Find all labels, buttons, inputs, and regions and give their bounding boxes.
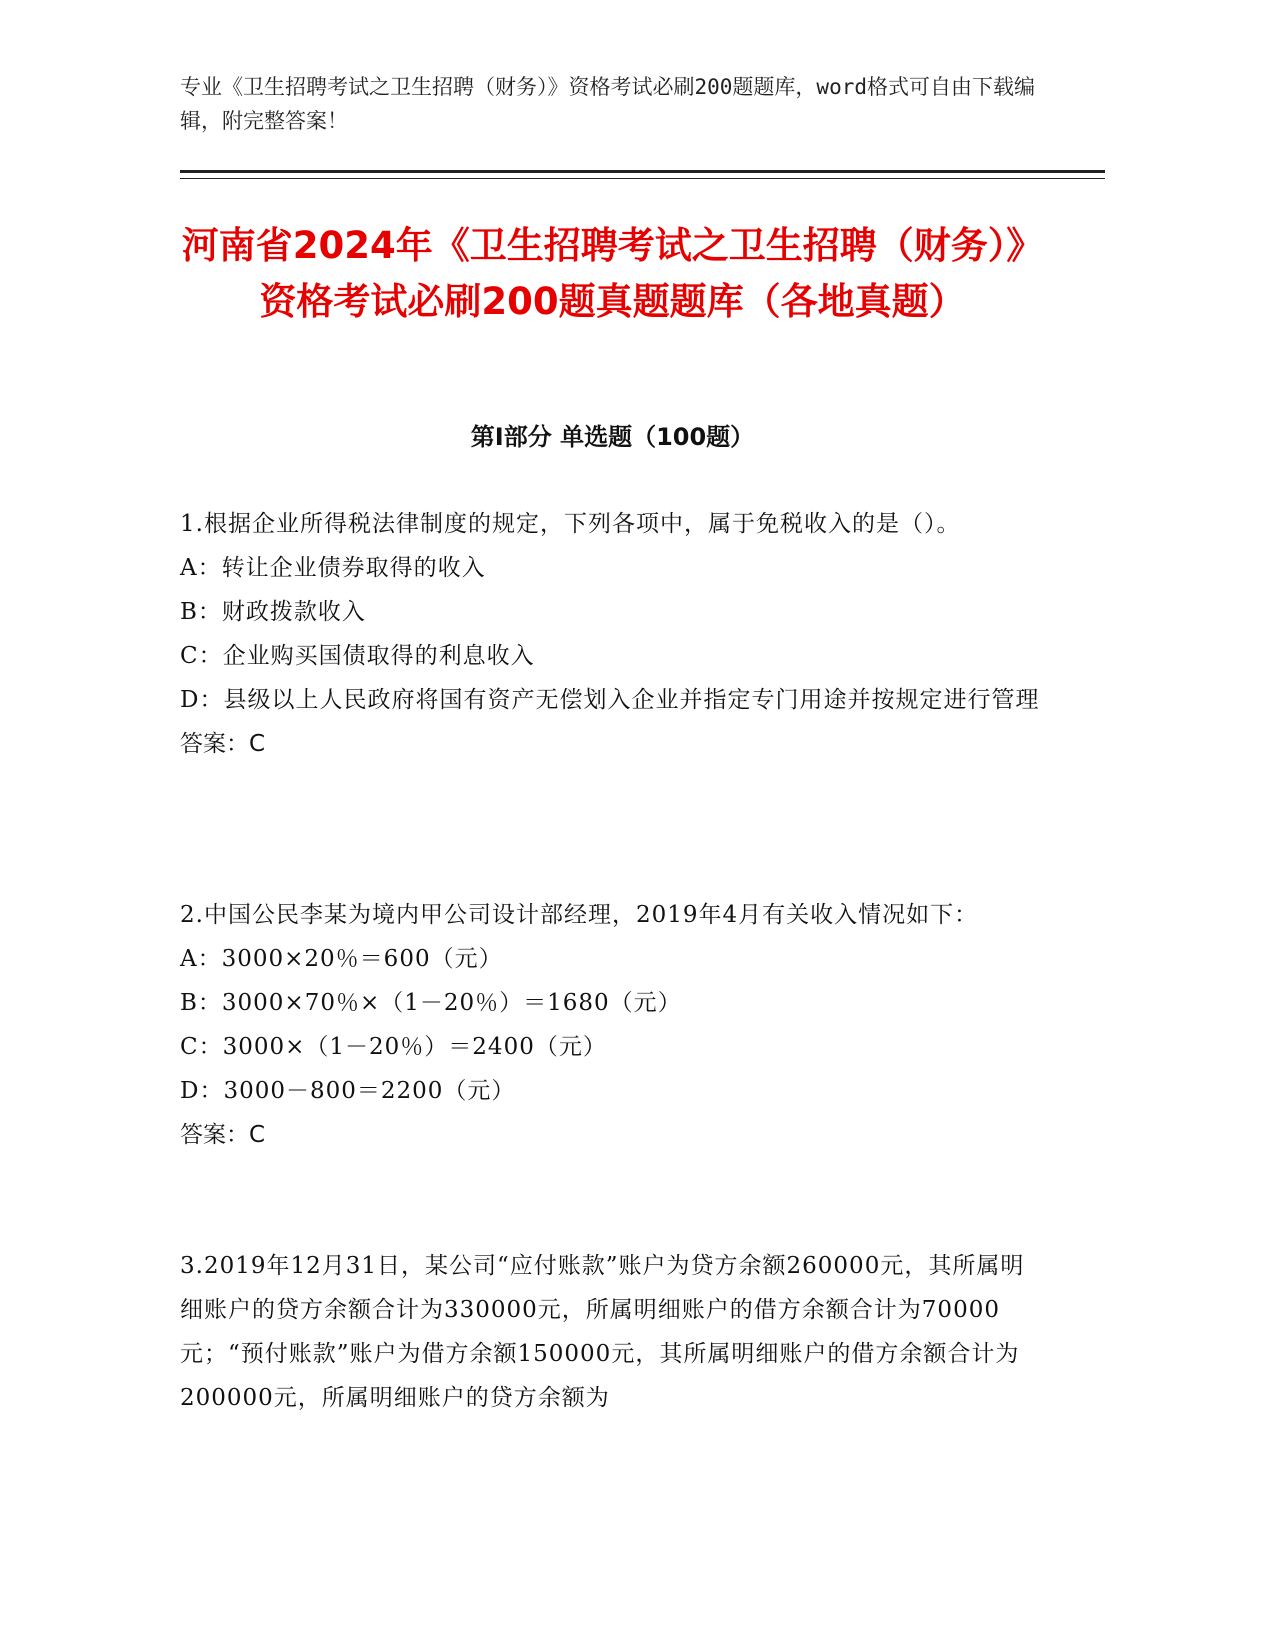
question-stem: 2.中国公民李某为境内甲公司设计部经理，2019年4月有关收入情况如下： <box>180 902 979 928</box>
document-title: 河南省2024年《卫生招聘考试之卫生招聘（财务）》资格考试必刷200题真题题库（各地真题） <box>181 224 1044 323</box>
option-a: A：转让企业债券取得的收入 <box>180 555 486 581</box>
option-c: C：企业购买国债取得的利息收入 <box>180 643 535 669</box>
option-b: B：财政拨款收入 <box>180 599 366 625</box>
option-d: D：3000－800＝2200（元） <box>180 1078 516 1104</box>
question-stem: 3.2019年12月31日，某公司“应付账款”账户为贷方余额260000元，其所属明细账户的贷方余额合计为330000元，所属明细账户的借方余额合计为70000元；“预付账款”账户为借方余额150000元，其所属明细账户的借方余额合计为200000元，所属明细账户的贷方余额为 <box>180 1253 1025 1411</box>
question-3 <box>180 1244 1040 1420</box>
question-2 <box>180 893 1040 1157</box>
option-a: A：3000×20％＝600（元） <box>180 946 503 972</box>
question-1 <box>180 502 1040 766</box>
answer: 答案：C <box>180 731 266 757</box>
question-stem: 1.根据企业所得税法律制度的规定，下列各项中，属于免税收入的是（）。 <box>180 511 961 537</box>
option-d: D：县级以上人民政府将国有资产无偿划入企业并指定专门用途并按规定进行管理 <box>180 687 1040 713</box>
header-note: 专业《卫生招聘考试之卫生招聘（财务）》资格考试必刷200题题库，word格式可自由下载编辑，附完整答案！ <box>180 75 1035 133</box>
option-b: B：3000×70％×（1－20％）＝1680（元） <box>180 990 682 1016</box>
answer: 答案：C <box>180 1122 266 1148</box>
section-title: 第I部分 单选题（100题） <box>470 423 755 451</box>
option-c: C：3000×（1－20％）＝2400（元） <box>180 1034 607 1060</box>
header-divider-thick <box>180 170 1105 173</box>
header-divider-thin <box>180 178 1105 179</box>
